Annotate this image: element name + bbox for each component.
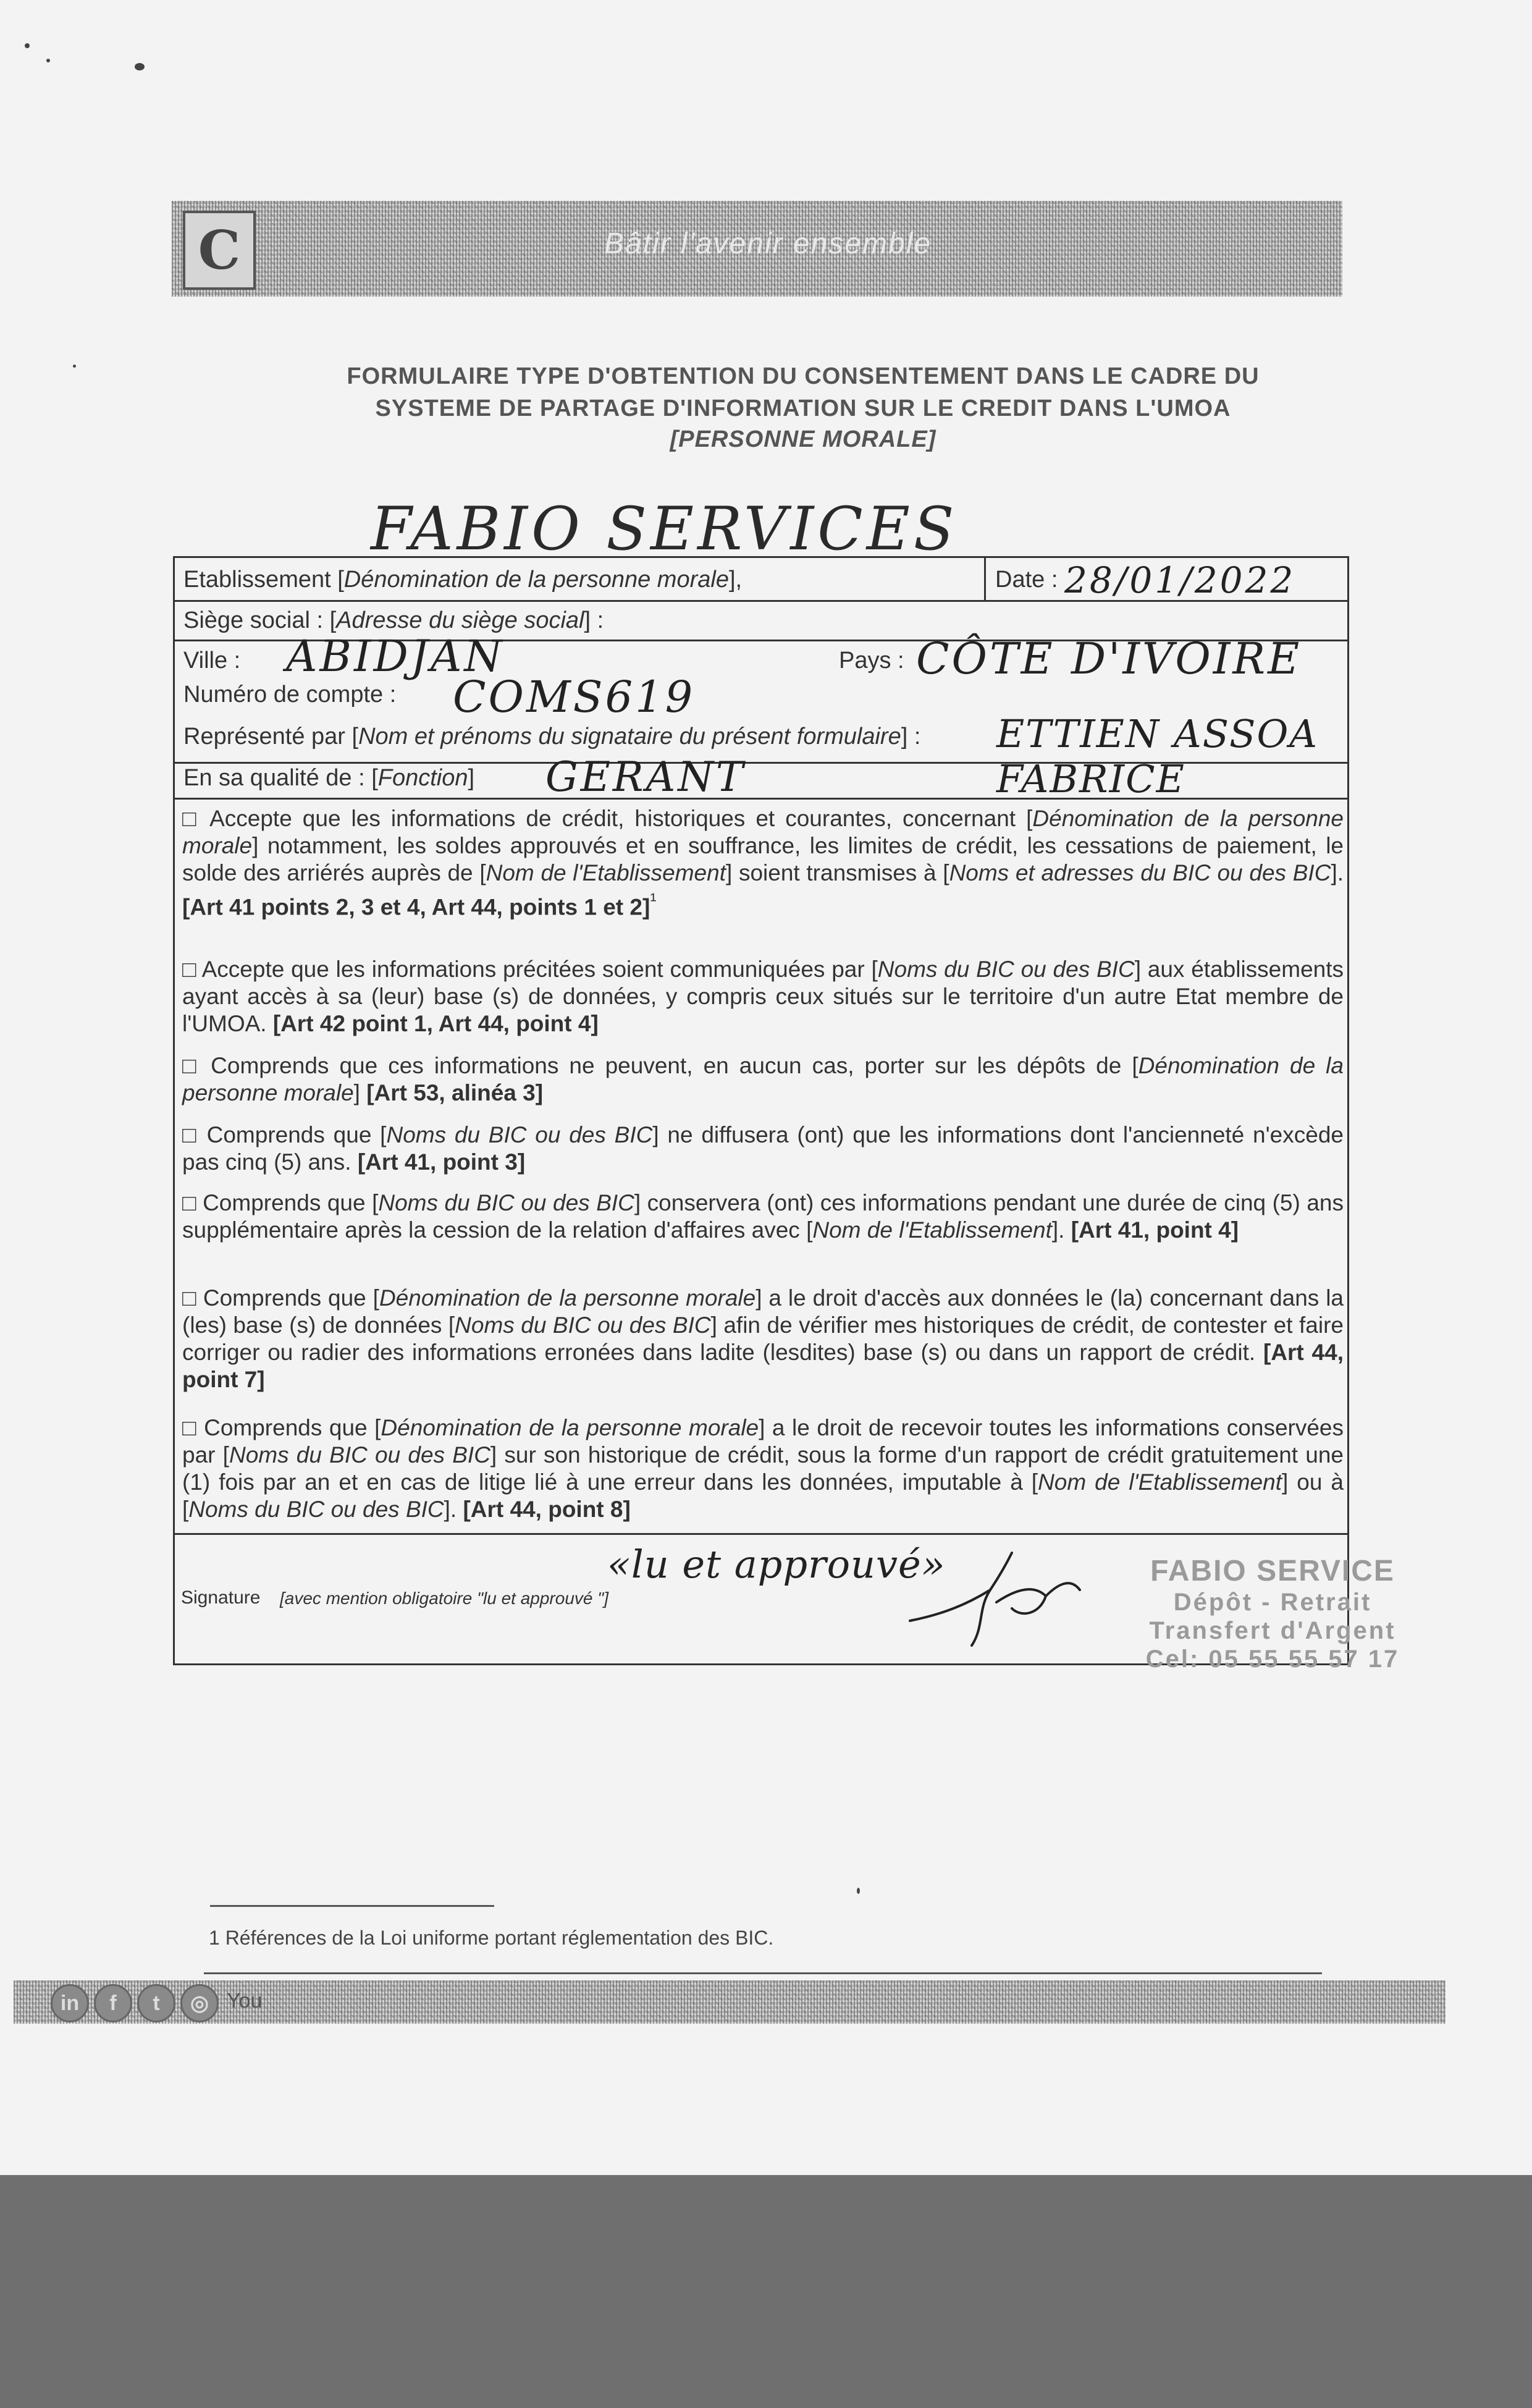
etablissement-label: Etablissement [Dénomination de la personne morale], [183, 567, 743, 593]
document-title-line1: FORMULAIRE TYPE D'OBTENTION DU CONSENTEMENT DANS LE CADRE DU [347, 363, 1260, 389]
facebook-icon: f [94, 1984, 132, 2022]
signature-label: Signature [181, 1587, 261, 1608]
scan-speck [857, 1888, 860, 1894]
handwritten-representative: ETTIEN ASSOA FABRICE [996, 711, 1319, 801]
qualite-label: En sa qualité de : [Fonction] [183, 765, 475, 791]
footer-banner [14, 1980, 1446, 2024]
company-stamp [1137, 1554, 1408, 1673]
header-slogan: Bâtir l'avenir ensemble [604, 227, 932, 260]
consent-form-table [173, 556, 1349, 1665]
ville-label: Ville : [183, 648, 241, 674]
row-divider [175, 1533, 1347, 1535]
document-title-line3: [PERSONNE MORALE] [670, 426, 936, 452]
instagram-icon: ◎ [180, 1984, 219, 2022]
handwritten-country: CÔTE D'IVOIRE [916, 633, 1302, 684]
linkedin-icon: in [51, 1984, 89, 2022]
bank-logo: C [183, 211, 256, 290]
header-banner [172, 201, 1342, 297]
handwritten-signature [904, 1547, 1089, 1652]
clause-5: □ Comprends que [Noms du BIC ou des BIC] conservera (ont) ces informations pendant une durée de cinq (5) ans supplémentaire après la cession de la relation d'affaires avec [Nom de l'Etablissement]. [Art 41, point 4] [182, 1190, 1344, 1243]
clause-2: □ Accepte que les informations précitées soient communiquées par [Noms du BIC ou des BIC] aux établissements ayant accès à sa (leur) base (s) de données, y compris ceux situés sur le territoire d'un autre Etat membre de l'UMOA. [Art 42 point 1, Art 44, point 4] [182, 957, 1344, 1036]
footer-separator [204, 1972, 1322, 1974]
clause-1: □ Accepte que les informations de crédit, historiques et courantes, concernant [Dénomination de la personne morale] notamment, les soldes approuvés et en souffrance, les limites de crédit, les cessations de paiement, le solde des arriérés auprès de [Nom de l'Etablissement] soient transmises à [Noms et adresses du BIC ou des BIC]. [Art 41 points 2, 3 et 4, Art 44, points 1 et 2]$^{^1}$ [182, 806, 1344, 920]
footnote-separator [210, 1905, 494, 1907]
document-title-line2: SYSTEME DE PARTAGE D'INFORMATION SUR LE CREDIT DANS L'UMOA [375, 395, 1231, 421]
clause-4: □ Comprends que [Noms du BIC ou des BIC] ne diffusera (ont) que les informations dont l'ancienneté n'excède pas cinq (5) ans. [Art 41, point 3] [182, 1122, 1344, 1175]
date-label: Date : [995, 567, 1058, 593]
stamp-transfer: Transfert d'Argent [1149, 1617, 1396, 1644]
stamp-phone: Cel: 05 55 55 57 17 [1145, 1645, 1400, 1673]
handwritten-account-number: COMS619 [453, 672, 696, 722]
pays-label: Pays : [839, 648, 904, 674]
siege-social-label: Siège social : [Adresse du siège social] : [183, 607, 604, 633]
handwritten-function: GERANT [545, 753, 746, 801]
column-divider [984, 558, 986, 600]
handwritten-read-approved: «lu et approuvé» [607, 1542, 946, 1587]
represente-par-label: Représenté par [Nom et prénoms du signataire du présent formulaire] : [183, 724, 921, 750]
twitter-icon: t [137, 1984, 175, 2022]
scan-speck [25, 43, 30, 48]
signature-hint: [avec mention obligatoire "lu et approuvé "] [280, 1589, 608, 1608]
clause-3: □ Comprends que ces informations ne peuvent, en aucun cas, porter sur les dépôts de [Dénomination de la personne morale] [Art 53, alinéa 3] [182, 1053, 1344, 1105]
numero-compte-label: Numéro de compte : [183, 682, 397, 708]
handwritten-date: 28/01/2022 [1064, 559, 1296, 601]
footer-youtube-text: You [227, 1989, 263, 2013]
scan-speck [46, 59, 50, 62]
stamp-services: Dépôt - Retrait [1173, 1589, 1372, 1616]
handwritten-city: ABIDJAN [286, 631, 505, 682]
scan-speck [135, 63, 145, 70]
clause-6: □ Comprends que [Dénomination de la personne morale] a le droit d'accès aux données le (la) concernant dans la (les) base (s) de données [Noms du BIC ou des BIC] afin de vérifier mes historiques de crédit, de contester et faire corriger ou radier des informations erronées dans ladite (lesdites) base (s) ou dans un rapport de crédit. [Art 44, point 7] [182, 1285, 1344, 1392]
footnote-text: 1 Références de la Loi uniforme portant réglementation des BIC. [209, 1927, 774, 1949]
handwritten-company-name: FABIO SERVICES [371, 494, 958, 564]
scan-speck [73, 365, 76, 368]
stamp-company-name: FABIO SERVICE [1150, 1555, 1395, 1587]
clause-7: □ Comprends que [Dénomination de la personne morale] a le droit de recevoir toutes les informations conservées par [Noms du BIC ou des BIC] sur son historique de crédit, sous la forme d'un rapport de crédit gratuitement une (1) fois par an et en cas de litige lié à une erreur dans les données, imputable à [Nom de l'Etablissement] ou à [Noms du BIC ou des BIC]. [Art 44, point 8] [182, 1415, 1344, 1522]
